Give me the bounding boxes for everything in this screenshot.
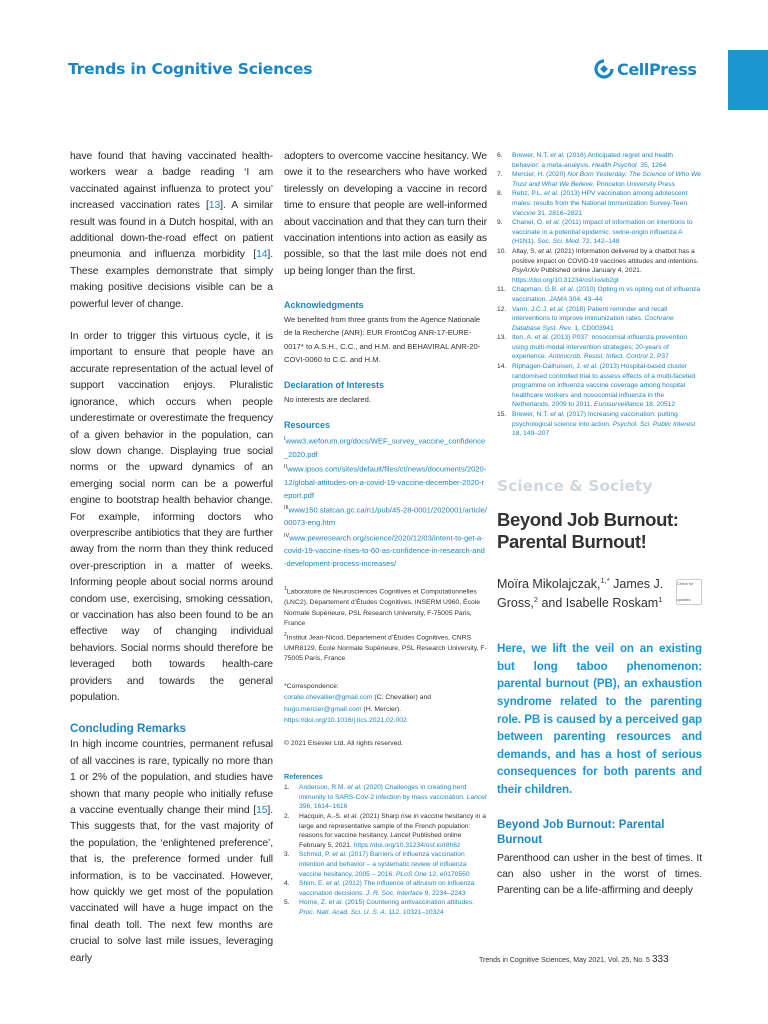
page-number: 333: [652, 954, 669, 965]
reference-run: JAMA: [549, 295, 568, 303]
reference-run: J. R. Soc. Interface: [365, 889, 423, 897]
reference-run: Soc. Sci. Med.: [537, 238, 581, 246]
reference-run: Lancet: [390, 832, 411, 840]
reference-run: et al.: [549, 305, 565, 313]
reference-run: 112, 10321–10324: [386, 908, 444, 916]
reference-run: Psychol. Sci. Public Interest: [612, 420, 696, 428]
reference-run: et al.: [545, 219, 561, 227]
reference-run: Hacquin, A.-S.: [299, 812, 344, 820]
reference-run: 18, 20512: [643, 401, 676, 409]
reference-run: 304, 43–44: [567, 295, 603, 303]
reference-number: 10.: [497, 247, 507, 255]
reference-number: 9.: [497, 219, 503, 227]
reference-run: Eurosurveillance: [594, 401, 644, 409]
reference-run: Antimicrob. Resist. Infect. Control: [548, 353, 648, 361]
reference-number: 14.: [497, 363, 507, 371]
resource-url[interactable]: www3.weforum.org/docs/WEF_survey_vaccine_confidence_2020.pdf: [284, 436, 486, 459]
reference-number: 11.: [497, 286, 506, 294]
reference-item: [497, 247, 702, 285]
references-list-2: [497, 151, 702, 439]
reference-run: Cochrane Database Syst. Rev.: [512, 315, 674, 332]
citation-link[interactable]: 13: [208, 200, 221, 212]
reference-number: 15.: [497, 411, 507, 419]
reference-run: Published online February 5, 2021.: [299, 832, 462, 849]
affiliation-text: Institut Jean-Nicod, Département d’Études Cognitives, CNRS UMR8129, École Normale Supérieure, PSL Research University, F-75005 Paris, France: [284, 634, 487, 663]
reference-text: [512, 247, 702, 285]
citation-link[interactable]: 15: [256, 805, 268, 817]
heading-resources: Resources: [284, 420, 331, 431]
reference-run: 18, 149–207: [512, 430, 550, 438]
reference-run: PLoS One: [395, 870, 427, 878]
resource-marker: IV: [284, 532, 290, 539]
reference-run: PsyArXiv: [512, 267, 540, 275]
resources-list: [284, 433, 487, 570]
reference-item: [284, 850, 487, 879]
resource-marker: III: [284, 504, 289, 511]
journal-name[interactable]: Trends in Cognitive Sciences: [68, 60, 313, 78]
reference-run: et al.: [328, 899, 344, 907]
resource-item[interactable]: [284, 461, 487, 502]
reference-item: [497, 333, 702, 362]
reference-doi-link[interactable]: https://doi.org/10.31234/osf.io/eb2gt: [512, 276, 619, 284]
reference-run: et al.: [550, 411, 565, 419]
correspondence-name-1: (C. Chevallier) and: [372, 694, 432, 702]
author-affiliation-marker: 1: [658, 594, 663, 604]
article-title: Beyond Job Burnout: Parental Burnout!: [497, 508, 679, 552]
reference-run: (2013) HPV vaccination among adolescent males: results from the National Immunization Survey-Teen.: [512, 190, 689, 207]
header-accent-tab: [728, 50, 768, 110]
reference-run: (2015) Countering antivaccination attitudes.: [343, 899, 475, 907]
reference-run: Chapman, G.B.: [512, 286, 560, 294]
reference-run: 31, 2816–2821: [535, 209, 583, 217]
affiliation-marker: 2: [284, 631, 287, 638]
resource-item[interactable]: [284, 433, 487, 461]
reference-item: [497, 151, 702, 170]
author-list: [497, 577, 663, 610]
reference-run: Schmid, P.: [299, 851, 333, 859]
reference-number: 6.: [497, 152, 503, 159]
paragraph-early-adopters: [284, 149, 487, 280]
reference-number: 3.: [284, 851, 290, 859]
reference-number: 5.: [284, 899, 290, 907]
reference-run: (2010) Opting in vs opting out of influenza vaccination.: [512, 286, 701, 303]
text-run: have found that having vaccinated health-workers wear a badge reading ‘I am vaccinated against influenza to protect you’ increased vaccination rates [: [70, 151, 273, 212]
reference-run: (2017) Barriers of influenza vaccination intention and behavior – a systematic review of influenza vaccine hesitancy, 2005 – 2016.: [299, 851, 467, 878]
affiliation-item: [284, 630, 487, 665]
reference-item: [497, 170, 702, 189]
reference-run: 1, CD003941: [572, 324, 614, 332]
reference-run: Rebz, P.L.: [512, 190, 545, 198]
reference-item: [497, 410, 702, 439]
paragraph-badge-study: [70, 149, 273, 313]
reference-run: (2020) Challenges in creating herd immunity to SARS-CoV-2 infection by mass vaccination.: [299, 784, 467, 801]
reference-item: [284, 783, 487, 812]
reference-run: 12, e0170550: [426, 870, 470, 878]
reference-text[interactable]: [512, 410, 702, 439]
correspondence-label: *Correspondence:: [284, 683, 339, 691]
reference-run: (2021) Sharp rise in vaccine hesitancy in a large and representative sample of the French population: reasons for vaccine hesitancy.: [299, 812, 486, 840]
correspondence: [284, 681, 487, 726]
reference-run: Published online January 4, 2021.: [539, 267, 642, 275]
resource-url[interactable]: www.pewresearch.org/science/2020/12/03/intent-to-get-a-covid-19-vaccine-rises-to-60-as-confidence-in-research-and-development-process-increases/: [284, 533, 485, 569]
reference-run: et al.: [538, 247, 553, 255]
reference-run: (2011) Impact of information on intentions to vaccinate in a potential epidemic: swine-origin influenza A (H1N1).: [512, 219, 693, 246]
reference-run: (2016) Anticipated regret and health behavior: a meta-analysis.: [512, 152, 673, 169]
resource-item[interactable]: [284, 502, 487, 530]
author-name: and Isabelle Roskam: [537, 596, 659, 611]
reference-item: [497, 285, 702, 304]
author-affiliation-marker: 2: [533, 594, 538, 604]
reference-run: (2012) The influence of altruism on influenza vaccination decisions.: [299, 880, 475, 897]
resource-url[interactable]: www.ipsos.com/sites/default/files/ct/news/documents/2020-12/global-attitudes-on-a-covid-19-vaccine-december-2020-report.pdf: [284, 464, 487, 500]
column-left: [70, 149, 273, 967]
reference-item: [497, 189, 702, 218]
footer-citation: Trends in Cognitive Sciences, May 2021, Vol. 25, No. 5: [479, 957, 650, 964]
reference-text[interactable]: [512, 333, 702, 362]
reference-text[interactable]: [512, 305, 702, 334]
resource-marker: I: [284, 436, 286, 443]
affiliation-item: [284, 584, 487, 630]
reference-text[interactable]: [512, 151, 702, 170]
reference-run: (2013) Hospital-based cluster randomised controlled trial to assess effects of a multi-faceted programme on influenza vaccine coverage among hospital healthcare workers and nosocomial influenza in the Netherlands, 2009 to 2011.: [512, 363, 696, 409]
reference-run: Mercier, H. (2020): [512, 171, 568, 179]
column-middle: [284, 149, 487, 918]
reference-run: Brewer, N.T.: [512, 411, 551, 419]
reference-run: et al.: [326, 880, 341, 888]
text-run: ]. This suggests that, for the vast majority of the population, the ‘enlightened preference’, that is, the preference formed under full information, is to be vaccinated. However, how quickly we get most of the population vaccinated will have a huge impact on the final death toll. The next few months are crucial to solve last mile issues, leveraging early: [70, 805, 273, 964]
reference-text[interactable]: [512, 218, 702, 247]
copyright: © 2021 Elsevier Ltd. All rights reserved.: [284, 740, 404, 748]
abstract: Here, we lift the veil on an existing but long taboo phenomenon: parental burnout (PB), an exhaustion syndrome related to the parenting role. PB is caused by a perceived gap between parenting resources and demands, and has a host of serious consequences for both parents and their children.: [497, 642, 702, 796]
reference-run: Proc. Natl. Acad. Sci. U. S. A.: [299, 908, 387, 916]
heading-references: References: [284, 772, 323, 782]
references-list-1: [284, 783, 487, 917]
reference-number: 13.: [497, 334, 507, 342]
reference-run: 35, 1264: [638, 161, 667, 169]
reference-text[interactable]: [512, 189, 702, 218]
reference-item: [497, 218, 702, 247]
author-affiliation-marker: 1,*: [600, 575, 610, 585]
reference-text: [299, 812, 487, 850]
paragraph-pluralistic-ignorance: [70, 329, 273, 706]
reference-text[interactable]: [299, 850, 487, 879]
reference-run: 9, 2234–2243: [422, 889, 466, 897]
citation-link[interactable]: 14: [256, 249, 268, 261]
reference-number: 1.: [284, 784, 290, 792]
badge-label: Check for updates: [677, 582, 694, 603]
publisher-logo[interactable]: [594, 59, 696, 79]
affiliations: [284, 584, 487, 665]
reference-run: 396, 1614–1616: [299, 803, 348, 811]
reference-run: et al.: [347, 784, 362, 792]
author-name: Moïra Mikolajczak,: [497, 576, 601, 591]
reference-number: 4.: [284, 880, 290, 888]
reference-run: Vann, J.C.J.: [512, 305, 550, 313]
reference-item: [284, 812, 487, 850]
reference-run: 2, P37: [647, 353, 669, 361]
reference-run: Iten, A.: [512, 334, 535, 342]
publisher-name: CellPress: [617, 59, 697, 79]
column-right: [497, 151, 702, 900]
heading-declaration: Declaration of Interests: [284, 380, 385, 391]
cellpress-logo-icon: [594, 59, 614, 79]
reference-run: , Princeton University Press: [592, 180, 675, 188]
text-run: In order to trigger this virtuous cycle, it is important to ensure that people have an accurate representation of the actual level of support vaccination enjoys. Pluralistic ignorance, which occurs when people underestimate or overestimate the frequency of a given behavior in the population, can slow down change. Displaying true social norms or the upward dynamics of an emerging social norm can be a powerful engine to bootstrap health behavior change. For example, informing doctors who overprescribe antibiotics that they are further away from the norm than they think reduced over-prescription in a matter of weeks. Informing people about social norms around condom use, exercising, smoking cessation, or vaccination has also been found to be an effective way of changing individual behaviors. Social norms should therefore be leveraged both towards health-care providers and towards the general population.: [70, 331, 273, 703]
reference-text[interactable]: [512, 285, 702, 304]
reference-run: (2013) P037: nosocomial influenza prevention using multi-modal intervention strategies; 20-years of experience.: [512, 334, 688, 361]
correspondence-name-2: (H. Mercier).: [361, 705, 402, 713]
resource-item[interactable]: [284, 530, 487, 571]
reference-run: Chanel, O.: [512, 219, 546, 227]
reference-run: Shim, E.: [299, 880, 327, 888]
reference-run: et al.: [343, 812, 359, 820]
reference-run: et al.: [534, 334, 550, 342]
reference-run: Not Born Yesterday: The Science of Who We Trust and What We Believe: [512, 171, 701, 188]
text-run: In high income countries, permanent refusal of all vaccines is rare, typically no more than 1 or 2% of the population, and studies have shown that many people who initially refuse a vaccine eventually change their mind [: [70, 739, 273, 817]
reference-number: 8.: [497, 190, 503, 198]
reference-number: 7.: [497, 171, 503, 179]
affiliation-marker: 1: [284, 586, 287, 593]
reference-run: 72, 142–148: [580, 238, 620, 246]
heading-acknowledgments: Acknowledgments: [284, 300, 364, 311]
text-run: ]. These examples demonstrate that simply making positive decisions visible can be a powerful lever of change.: [70, 249, 273, 310]
reference-text[interactable]: [299, 898, 487, 917]
reference-text[interactable]: [299, 879, 487, 898]
paragraph-concluding: [70, 737, 273, 967]
reference-run: Vaccine: [512, 209, 536, 217]
email-link-chevallier[interactable]: coralie.chevallier@gmail.com: [284, 694, 373, 702]
email-link-mercier[interactable]: hugo.mercier@gmail.com: [284, 705, 362, 713]
text-run: adopters to overcome vaccine hesitancy. We owe it to the researchers who have worked tirelessly on developing a vaccine in record time to ensure that people are well-informed about vaccination and that they can turn their vaccination intentions into action as easily as possible, so that the last mile does not end up being longer than the first.: [284, 151, 487, 277]
reference-run: Health Psychol.: [591, 161, 639, 169]
acknowledgments-text: We benefited from three grants from the Agence Nationale de la Recherche (ANR): EUR FrontCog ANR-17-EURE-0017* to A.S.H., C.C., and H.M. and BEHAVIRAL ANR-20-COVI-0060 to C.C. and H.M.: [284, 315, 481, 364]
reference-number: 12.: [497, 305, 507, 313]
reference-run: (2017) Increasing vaccination: putting psychological science into action.: [512, 411, 678, 428]
reference-run: Altay, S.: [512, 247, 539, 255]
reference-run: Brewer, N.T.: [512, 152, 551, 159]
reference-run: et al.: [559, 286, 575, 294]
reference-doi-link[interactable]: https://doi.org/10.31234/osf.io/r8h6z: [353, 841, 461, 849]
text-run: ]. A similar result was found in a Dutch hospital, with an additional down-the-road effect on patient pneumonia and influenza morbidity [: [70, 200, 273, 261]
resource-url[interactable]: www150.statcan.gc.ca/n1/pub/45-28-0001/2020001/article/00073-eng.htm: [284, 505, 488, 528]
check-for-updates-badge[interactable]: [676, 579, 702, 605]
heading-concluding-remarks: Concluding Remarks: [70, 722, 186, 736]
reference-item: [284, 898, 487, 917]
reference-run: Anderson, R.M.: [299, 784, 348, 792]
reference-run: et al.: [332, 851, 347, 859]
reference-run: et al.: [583, 363, 598, 371]
reference-text[interactable]: [512, 362, 702, 410]
reference-text[interactable]: [512, 170, 702, 189]
heading-beyond-job-burnout: Beyond Job Burnout: Parental Burnout: [497, 818, 665, 847]
reference-run: et al.: [544, 190, 559, 198]
reference-run: (2018) Patient reminder and recall interventions to improve immunization rates.: [512, 305, 668, 323]
reference-item: [497, 305, 702, 334]
declaration-text: No interests are declared.: [284, 395, 371, 405]
doi-link[interactable]: https://doi.org/10.1016/j.tics.2021.02.002: [284, 716, 407, 724]
reference-item: [497, 362, 702, 410]
reference-run: Horne, Z.: [299, 899, 329, 907]
reference-run: Lancet: [466, 793, 487, 801]
reference-run: (2021) Information delivered by a chatbot has a positive impact on COVID-19 vaccines attitudes and intentions.: [512, 247, 699, 265]
reference-run: Riphagen-Dalhuisen, J.: [512, 363, 584, 371]
reference-number: 2.: [284, 812, 290, 820]
resource-marker: II: [284, 463, 288, 470]
reference-item: [284, 879, 487, 898]
reference-run: et al.: [550, 152, 565, 159]
author-name: James J. Gross,: [497, 576, 664, 611]
affiliation-text: Laboratoire de Neurosciences Cognitives et Computationnelles (LNC2), Département d’Études Cognitives, INSERM U960, École Normale Supérieure, PSL Research University, F-75005 Paris, France: [284, 588, 481, 628]
section-label: Science & Society: [497, 476, 653, 495]
paragraph-parenthood: Parenthood can usher in the best of times. It can also usher in the worst of times. Parenting can be a life-affirming and deeply: [497, 852, 702, 897]
reference-text[interactable]: [299, 783, 487, 812]
authors: [497, 573, 702, 611]
